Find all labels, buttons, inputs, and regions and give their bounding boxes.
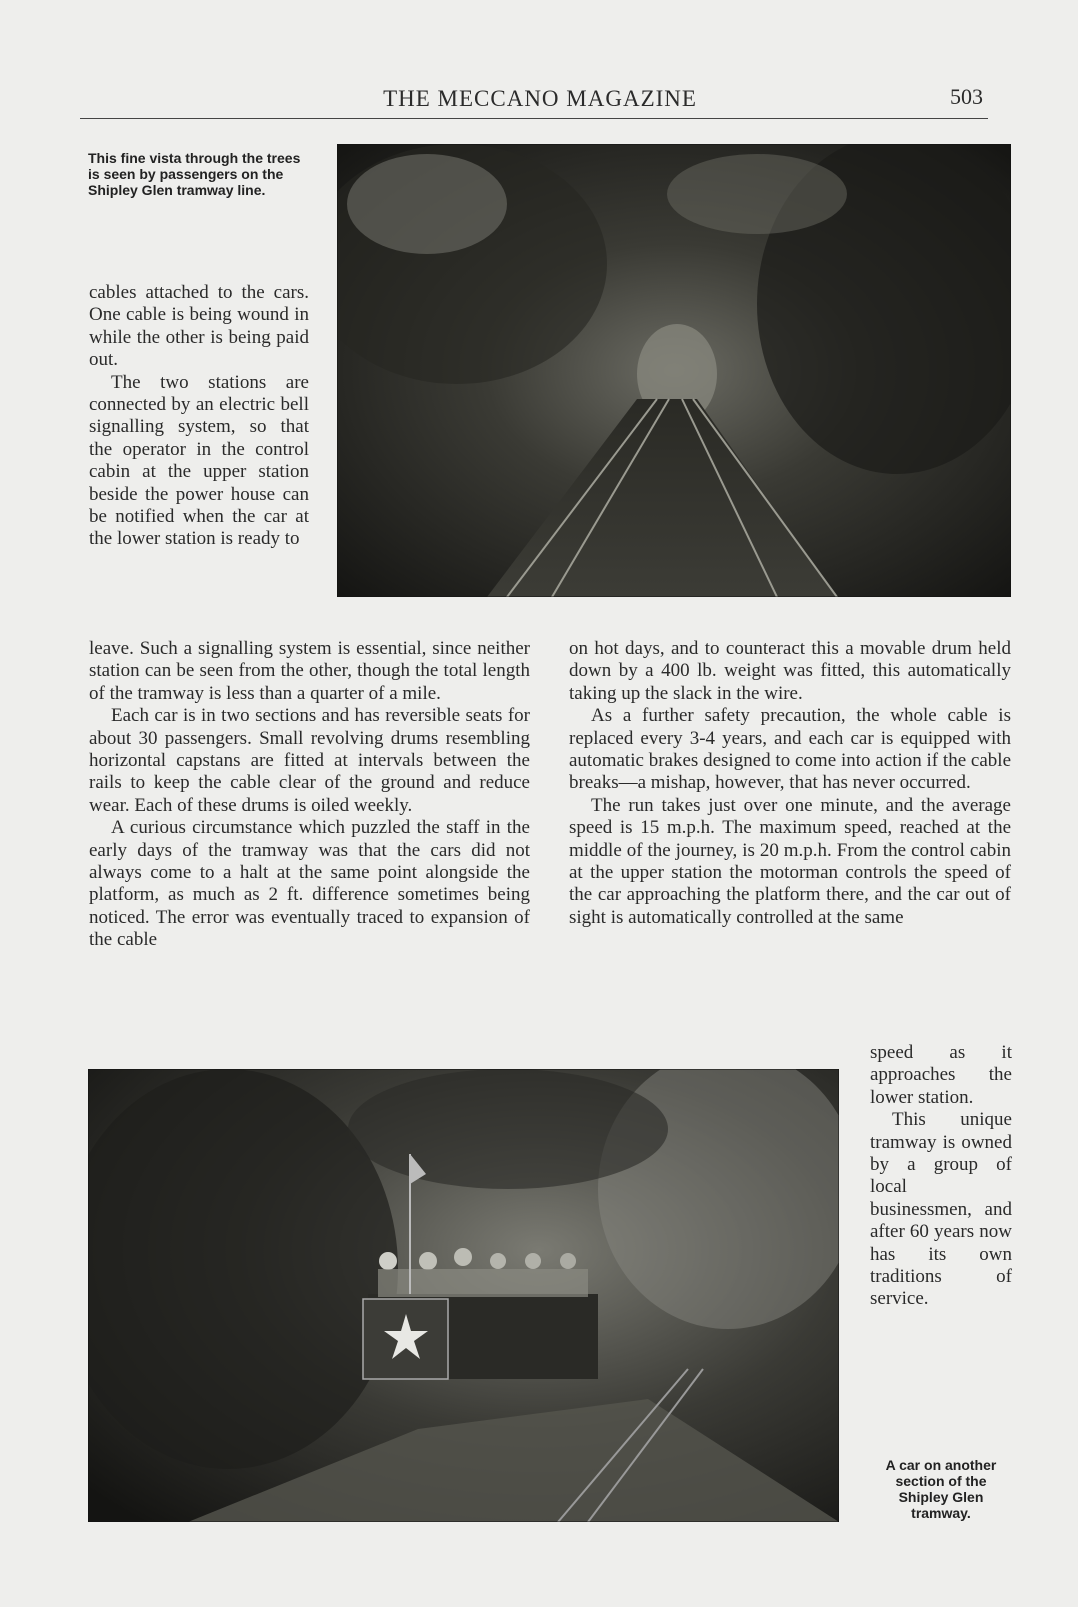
paragraph: leave. Such a signalling system is essential, since neither station can be seen from the other, though the total length of the tramway is less than a quarter of a mile. bbox=[89, 638, 530, 704]
header-rule bbox=[80, 118, 988, 119]
article-column-c bbox=[569, 638, 1011, 929]
article-column-b bbox=[89, 638, 530, 952]
paragraph: Each car is in two sections and has reversible seats for about 30 passengers. Small revolving drums resembling horizontal capstans are fitted at intervals between the rails to keep the cable clear of the ground and reduce wear. Each of these drums is oiled weekly. bbox=[89, 705, 530, 816]
paragraph: The run takes just over one minute, and the average speed is 15 m.p.h. The maximum speed, reached at the middle of the journey, is 20 m.p.h. From the control cabin at the upper station the motorman controls the speed of the car approaching the platform there, and the car out of sight is automatically controlled at the same bbox=[569, 794, 1011, 928]
article-column-d bbox=[870, 1042, 1012, 1311]
tramway-vista-photo bbox=[337, 144, 1011, 597]
article-column-a bbox=[89, 282, 309, 551]
paragraph: on hot days, and to counteract this a movable drum held down by a 400 lb. weight was fitted, this automatically taking up the slack in the wire. bbox=[569, 638, 1011, 704]
page-number: 503 bbox=[950, 84, 983, 109]
top-photo-caption: This fine vista through the trees is seen by passengers on the Shipley Glen tramway line. bbox=[88, 150, 301, 198]
bottom-photo-caption: A car on another section of the Shipley Glen tramway. bbox=[885, 1457, 997, 1521]
paragraph: The two stations are connected by an electric bell signalling system, so that the operator in the control cabin at the upper station beside the power house can be notified when the car at the lower station is ready to bbox=[89, 371, 309, 550]
paragraph: As a further safety precaution, the whole cable is replaced every 3-4 years, and each car is equipped with automatic brakes designed to come into action if the cable breaks—a mishap, however, that has never occurred. bbox=[569, 705, 1011, 794]
tram-car-photo bbox=[88, 1069, 839, 1522]
paragraph: cables attached to the cars. One cable is being wound in while the other is being paid out. bbox=[89, 282, 309, 371]
paragraph: speed as it approaches the lower station. bbox=[870, 1042, 1012, 1108]
paragraph: This unique tramway is owned by a group of local businessmen, and after 60 years now has its own traditions of service. bbox=[870, 1109, 1012, 1310]
paragraph: A curious circumstance which puzzled the staff in the early days of the tramway was that the cars did not always come to a halt at the same point alongside the platform, as much as 2 ft. difference sometimes being noticed. The error was eventually traced to expansion of the cable bbox=[89, 817, 530, 951]
running-header-title: THE MECCANO MAGAZINE bbox=[383, 86, 697, 111]
